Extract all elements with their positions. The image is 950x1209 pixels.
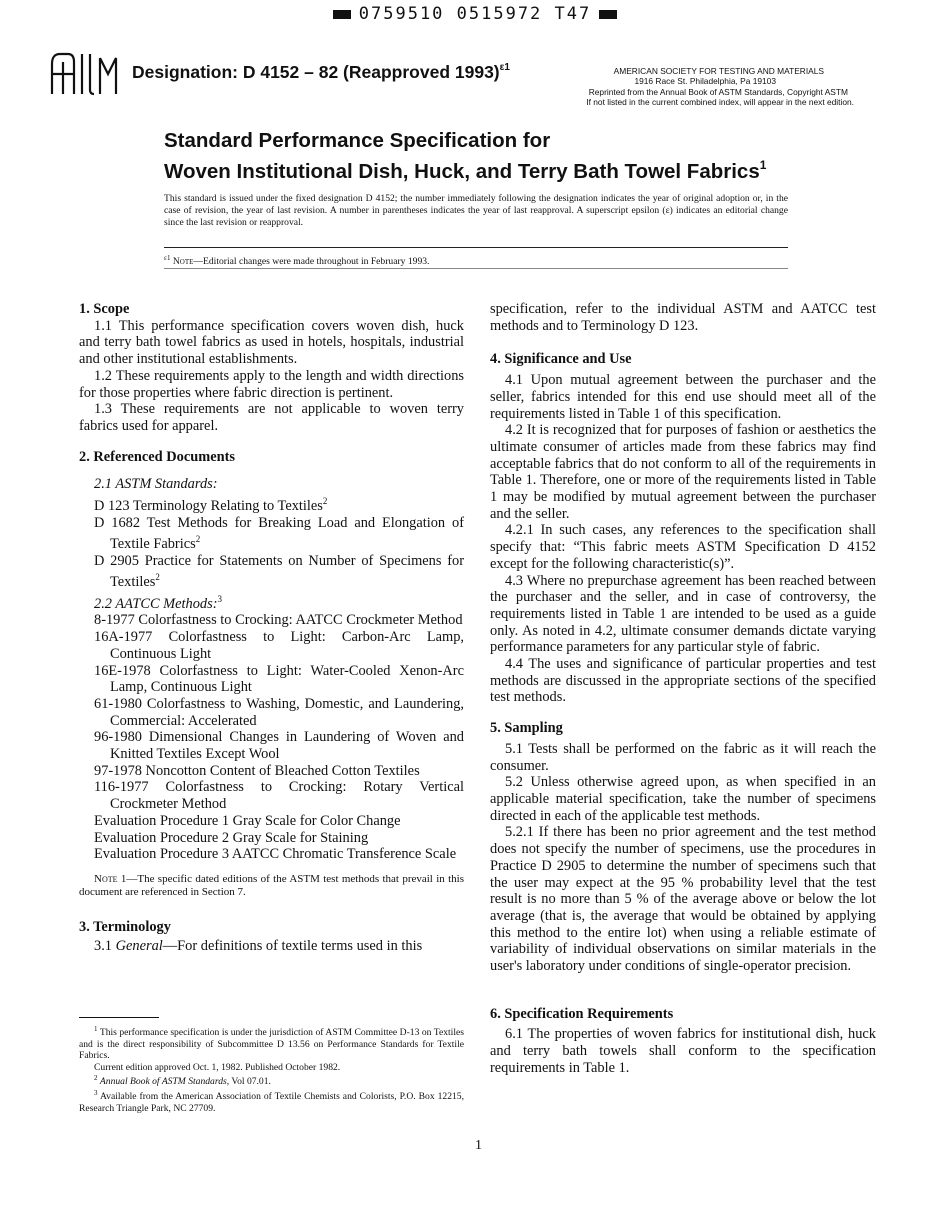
reference-footnote-mark: 2 [155, 572, 160, 583]
section-heading-significance: 4. Significance and Use [490, 351, 632, 368]
reference-item: 116-1977 Colorfastness to Crocking: Rotary Vertical Crockmeter Method [94, 779, 464, 813]
barcode-bar-right [599, 10, 617, 19]
paragraph-1-1: 1.1 This performance specification covers woven dish, huck and terry bath towel fabrics as used in hotels, hospitals, industrial and other institutional establishments. [79, 317, 464, 368]
reference-item: Evaluation Procedure 1 Gray Scale for Color Change [94, 812, 401, 829]
section-heading-terminology: 3. Terminology [79, 918, 171, 935]
document-control-code [0, 4, 950, 24]
reference-item: D 123 Terminology Relating to Textiles$^2$ [94, 496, 328, 514]
paragraph-5-1: 5.1 Tests shall be performed on the fabric as it will reach the consumer. [490, 740, 876, 774]
aatcc-footnote-mark: 3 [217, 593, 223, 604]
designation-epsilon: ε1 [499, 62, 510, 73]
subsection-aatcc-methods: 2.2 AATCC Methods:$^3$ [94, 593, 223, 612]
note-1-label: Note 1 [94, 872, 127, 885]
section-heading-specification-requirements: 6. Specification Requirements [490, 1005, 674, 1022]
note-1 [79, 873, 464, 899]
left-column [79, 301, 464, 954]
divider [164, 247, 788, 248]
subsection-astm-standards: 2.1 ASTM Standards: [94, 476, 218, 493]
reference-item: 8-1977 Colorfastness to Crocking: AATCC Crockmeter Method [94, 612, 463, 629]
publisher-block [520, 66, 854, 108]
paragraph-3-1-continued: specification, refer to the individual ASTM and AATCC test methods and to Terminology D 123. [490, 301, 876, 334]
publisher-name: AMERICAN SOCIETY FOR TESTING AND MATERIALS [613, 66, 824, 76]
reference-item: Evaluation Procedure 2 Gray Scale for Staining [94, 829, 369, 846]
right-column [490, 301, 876, 1077]
footnotes [79, 1024, 464, 1114]
issuance-statement: This standard is issued under the fixed designation D 4152; the number immediately following the designation indicates the year of original adoption or, in the case of revision, the year of last revision. A number in parentheses indicates the year of last reapproval. A superscript epsilon (ε) indicates an editorial change since the last revision or reapproval. [164, 193, 788, 228]
reference-footnote-mark: 2 [322, 496, 328, 507]
document-title [164, 129, 766, 184]
reference-item: D 2905 Practice for Statements on Number of Specimens for Textiles$^2$ [94, 552, 464, 591]
term-general: General [115, 937, 163, 954]
paragraph-3-1: 3.1 General—For definitions of textile terms used in this [94, 937, 423, 954]
designation [132, 62, 510, 83]
footnote-1: $^1$ This performance specification is under the jurisdiction of ASTM Committee D-13 on Textiles and is the direct responsibility of Subcommittee D 13.56 on Performance Standards for Textile Fabrics. [79, 1025, 465, 1062]
reference-item: 16A-1977 Colorfastness to Light: Carbon-Arc Lamp, Continuous Light [94, 629, 464, 662]
reference-footnote-mark: 2 [195, 534, 201, 545]
paragraph-1-3: 1.3 These requirements are not applicable to woven terry fabrics used for apparel. [79, 401, 464, 434]
paragraph-1-2: 1.2 These requirements apply to the length and width directions for those properties where fabric direction is pertinent. [79, 367, 464, 401]
paragraph-4-1: 4.1 Upon mutual agreement between the purchaser and the seller, fabrics intended for this end use should meet all of the requirements listed in Table 1 of this specification. [490, 372, 876, 422]
paragraph-6-1: 6.1 The properties of woven fabrics for institutional dish, huck and terry bath towels shall conform to the specification requirements in Table 1. [490, 1026, 876, 1076]
barcode-bar-left [333, 10, 351, 19]
publisher-address: 1916 Race St. Philadelphia, Pa 19103 [634, 76, 776, 87]
editorial-note-label: Note [172, 256, 194, 268]
footnote-3: $^3$ Available from the American Association of Textile Chemists and Colorists, P.O. Box 12215, Research Triangle Park, NC 27709. [79, 1088, 464, 1114]
section-heading-referenced-documents: 2. Referenced Documents [79, 448, 235, 465]
title-line-1: Standard Performance Specification for [164, 129, 551, 152]
reference-item: D 1682 Test Methods for Breaking Load and Elongation of Textile Fabrics$^2$ [94, 514, 464, 553]
editorial-note-mark: ε1 [164, 254, 171, 262]
paragraph-5-2: 5.2 Unless otherwise agreed upon, as when specified in an applicable material specification, take the number of specimens directed in each of the applicable test methods. [490, 774, 876, 824]
astm-logo [46, 50, 124, 98]
section-heading-scope: 1. Scope [79, 301, 130, 317]
reference-item: 97-1978 Noncotton Content of Bleached Cotton Textiles [94, 762, 420, 779]
title-line-2: Woven Institutional Dish, Huck, and Terry Bath Towel Fabrics [164, 160, 760, 183]
control-code-text: 0759510 0515972 T47 [358, 4, 592, 24]
section-heading-sampling: 5. Sampling [490, 720, 563, 737]
footnote-2: $^2$ Annual Book of ASTM Standards, Vol 07.01. [94, 1074, 271, 1088]
paragraph-4-3: 4.3 Where no prepurchase agreement has been reached between the purchaser and the seller, and in case of controversy, the requirements listed in Table 1 are intended to be used as a guide only. As noted in 4.2, ultimate consumer demands dictate varying performance parameters for any particular style of fabric. [490, 572, 876, 656]
footnote-1-approval: Current edition approved Oct. 1, 1982. Published October 1982. [94, 1061, 341, 1073]
editorial-note-text: —Editorial changes were made throughout in February 1993. [193, 256, 430, 268]
reference-item: 96-1980 Dimensional Changes in Laundering of Woven and Knitted Textiles Except Wool [94, 729, 464, 763]
publisher-index-note: If not listed in the current combined index, will appear in the next edition. [586, 97, 854, 108]
publisher-reprint: Reprinted from the Annual Book of ASTM Standards, Copyright ASTM [588, 86, 848, 97]
footnote-rule [79, 1017, 159, 1018]
paragraph-5-2-1: 5.2.1 If there has been no prior agreement and the test method does not specify the number of specimens, use the procedures in Practice D 2905 to determine the number of specimens such that the user may expect at the 95 % probability level that the test result is no more than 5 % of the average above or below the lot average (that is, the average that would be obtained by applying this method to the entire lot) when using a reliable estimate of variability of individual observations on similar materials in the user's laboratory under conditions of single-operator precision. [490, 824, 876, 975]
editorial-note [164, 254, 429, 267]
paragraph-4-2-1: 4.2.1 In such cases, any references to the specification shall specify that: “This fabric meets ASTM Specification D 4152 except for the following characteristic(s)”. [490, 522, 876, 572]
reference-item: 16E-1978 Colorfastness to Light: Water-Cooled Xenon-Arc Lamp, Continuous Light [94, 662, 464, 696]
reference-item: Evaluation Procedure 3 AATCC Chromatic Transference Scale [94, 846, 457, 863]
note-1-text: —The specific dated editions of the ASTM test methods that prevail in this document are referenced in Section 7. [79, 872, 464, 898]
paragraph-4-4: 4.4 The uses and significance of particular properties and test methods are discussed in the appropriate sections of the specified test methods. [490, 656, 876, 706]
reference-item: 61-1980 Colorfastness to Washing, Domestic, and Laundering, Commercial: Accelerated [94, 695, 464, 729]
title-footnote-mark: 1 [759, 158, 767, 172]
paragraph-4-2: 4.2 It is recognized that for purposes of fashion or aesthetics the ultimate consumer of articles made from these fabrics may find acceptable fabrics that do not conform to all of the requirements in Table 1. Therefore, one or more of the requirements listed in Table 1 may be modified by mutual agreement between the purchaser and the seller. [490, 422, 876, 522]
designation-text: Designation: D 4152 – 82 (Reapproved 1993) [132, 62, 500, 82]
page-number: 1 [475, 1138, 482, 1153]
divider [164, 268, 788, 269]
